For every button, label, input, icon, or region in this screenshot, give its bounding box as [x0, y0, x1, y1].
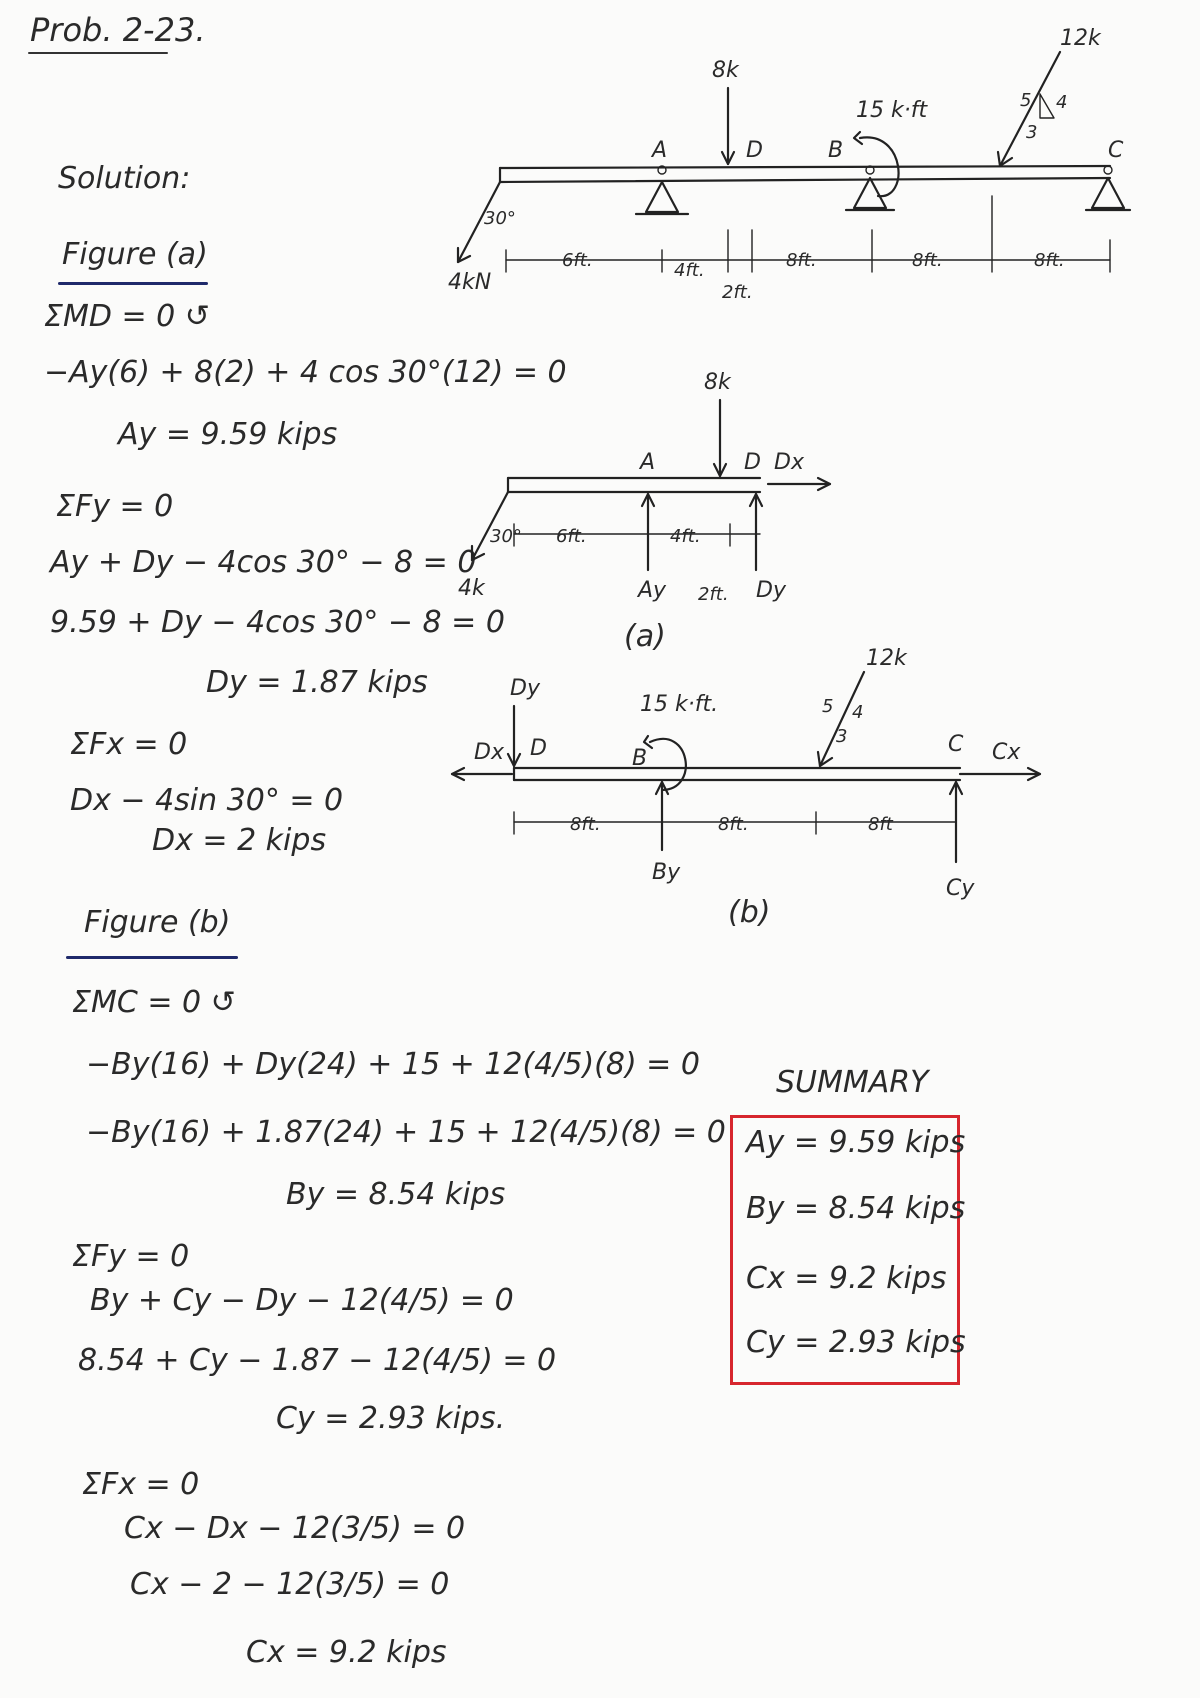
fbd-b-8ft-1: 8ft. [570, 814, 601, 835]
top-slope-4: 4 [1056, 92, 1068, 113]
fbd-b-slope-4: 4 [852, 702, 864, 723]
fbd-b-moment: 15 k·ft. [640, 692, 719, 717]
figure-b-heading: Figure (b) [84, 905, 231, 940]
fbd-b-point-d: D [530, 736, 547, 761]
fb-line-1: ΣMC = 0 ↺ [72, 985, 236, 1020]
top-dim-2ft: 2ft. [722, 282, 753, 303]
summary-cy: Cy = 2.93 kips [746, 1325, 966, 1360]
fb-line-9: ΣFx = 0 [82, 1467, 200, 1502]
fa-line-3: Ay = 9.59 kips [118, 417, 338, 452]
fbd-a-angle: 30° [490, 526, 522, 547]
top-dim-8ft-1: 8ft. [786, 250, 817, 271]
top-dim-6ft: 6ft. [562, 250, 593, 271]
fa-line-4: ΣFy = 0 [56, 489, 174, 524]
fbd-a-point-d: D [744, 450, 761, 475]
fbd-a-caption: (a) [624, 619, 666, 654]
fb-line-11: Cx − 2 − 12(3/5) = 0 [130, 1567, 450, 1602]
fbd-b-12k: 12k [866, 646, 907, 671]
fbd-b-8ft-3: 8ft [868, 814, 893, 835]
fb-line-6: By + Cy − Dy − 12(4/5) = 0 [90, 1283, 514, 1318]
fbd-a-ay: Ay [638, 578, 667, 603]
summary-by: By = 8.54 kips [746, 1191, 966, 1226]
fb-line-8: Cy = 2.93 kips. [276, 1401, 506, 1436]
fb-line-10: Cx − Dx − 12(3/5) = 0 [124, 1511, 466, 1546]
fbd-b-point-b: B [632, 746, 648, 771]
fbd-b-slope-3: 3 [836, 726, 848, 747]
fa-line-8: ΣFx = 0 [70, 727, 188, 762]
top-point-a: A [652, 138, 668, 163]
figure-a-heading: Figure (a) [62, 237, 208, 272]
top-load-4kn: 4kN [448, 270, 492, 295]
top-beam-diagram [458, 52, 1130, 272]
fbd-a-4ft: 4ft. [670, 526, 701, 547]
fbd-a-dx: Dx [774, 450, 804, 475]
fbd-b-slope-5: 5 [822, 696, 834, 717]
top-dim-8ft-3: 8ft. [1034, 250, 1065, 271]
fbd-b-caption: (b) [728, 895, 771, 930]
top-load-8k: 8k [712, 58, 739, 83]
fb-line-4: By = 8.54 kips [286, 1177, 506, 1212]
fbd-a-diagram [472, 400, 830, 570]
fb-line-12: Cx = 9.2 kips [246, 1635, 447, 1670]
fbd-a-2ft: 2ft. [698, 584, 729, 605]
fb-line-3: −By(16) + 1.87(24) + 15 + 12(4/5)(8) = 0 [86, 1115, 726, 1150]
fa-line-9: Dx − 4sin 30° = 0 [70, 783, 344, 818]
fa-line-5: Ay + Dy − 4cos 30° − 8 = 0 [50, 545, 477, 580]
fbd-a-8k: 8k [704, 370, 731, 395]
solution-label: Solution: [58, 161, 191, 196]
fbd-b-dx: Dx [474, 740, 504, 765]
fbd-a-point-a: A [640, 450, 656, 475]
fb-line-2: −By(16) + Dy(24) + 15 + 12(4/5)(8) = 0 [86, 1047, 700, 1082]
fb-line-7: 8.54 + Cy − 1.87 − 12(4/5) = 0 [78, 1343, 557, 1378]
fa-line-10: Dx = 2 kips [152, 823, 327, 858]
fb-line-5: ΣFy = 0 [72, 1239, 190, 1274]
fbd-a-6ft: 6ft. [556, 526, 587, 547]
fbd-b-cy: Cy [946, 876, 975, 901]
summary-ay: Ay = 9.59 kips [746, 1125, 966, 1160]
fbd-a-dy: Dy [756, 578, 786, 603]
top-moment-15: 15 k·ft [856, 98, 928, 123]
fa-line-6: 9.59 + Dy − 4cos 30° − 8 = 0 [50, 605, 505, 640]
top-dim-8ft-2: 8ft. [912, 250, 943, 271]
top-dim-4ft: 4ft. [674, 260, 705, 281]
fa-line-2: −Ay(6) + 8(2) + 4 cos 30°(12) = 0 [44, 355, 567, 390]
fbd-b-point-c: C [948, 732, 964, 757]
top-point-c: C [1108, 138, 1124, 163]
top-slope-5: 5 [1020, 90, 1032, 111]
fbd-b-by: By [652, 860, 681, 885]
fbd-a-4k: 4k [458, 576, 485, 601]
top-point-b: B [828, 138, 844, 163]
top-load-12k: 12k [1060, 26, 1101, 51]
top-point-d: D [746, 138, 763, 163]
summary-cx: Cx = 9.2 kips [746, 1261, 947, 1296]
top-slope-3: 3 [1026, 122, 1038, 143]
fa-line-7: Dy = 1.87 kips [206, 665, 428, 700]
top-angle: 30° [484, 208, 516, 229]
summary-title: SUMMARY [776, 1065, 929, 1100]
fbd-b-cx: Cx [992, 740, 1021, 765]
fbd-b-dy: Dy [510, 676, 540, 701]
fbd-b-8ft-2: 8ft. [718, 814, 749, 835]
problem-title: Prob. 2-23. [30, 11, 206, 49]
fa-line-1: ΣMD = 0 ↺ [44, 299, 210, 334]
